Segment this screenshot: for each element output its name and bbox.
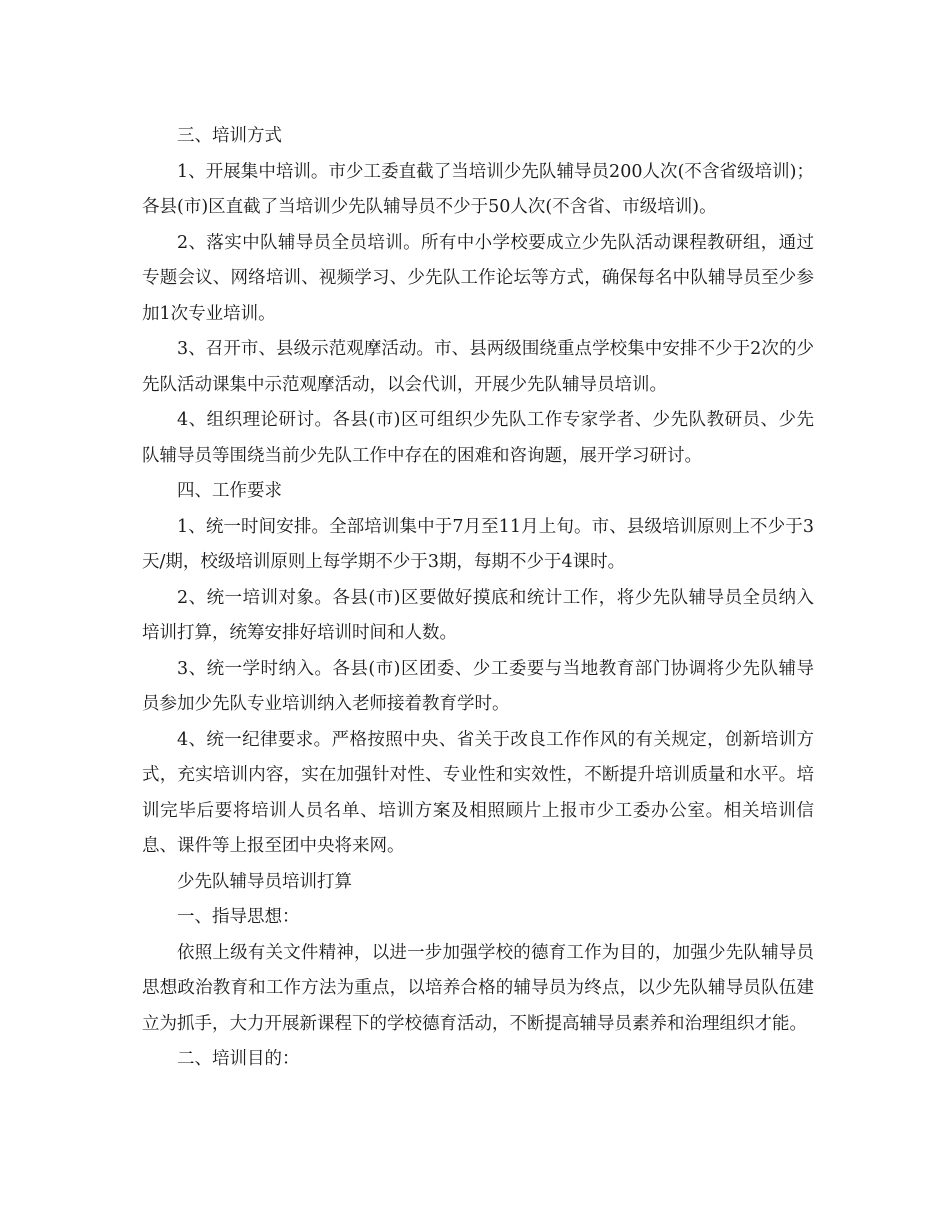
paragraph-centralized-training: 1、开展集中培训。市少工委直截了当培训少先队辅导员200人次(不含省级培训)；各县(市)区直截了当培训少先队辅导员不少于50人次(不含省、市级培训)。: [142, 161, 814, 217]
section-heading-guiding-ideology: 一、指导思想：: [177, 907, 300, 927]
section-heading-training-purpose: 二、培训目的：: [177, 1049, 300, 1069]
paragraph-demonstration-activities: 3、召开市、县级示范观摩活动。市、县两级围绕重点学校集中安排不少于2次的少先队活动课集中示范观摩活动，以会代训，开展少先队辅导员培训。: [142, 339, 814, 395]
paragraph-squadron-counselor-training: 2、落实中队辅导员全员培训。所有中小学校要成立少先队活动课程教研组，通过专题会议、网络培训、视频学习、少先队工作论坛等方式，确保每名中队辅导员至少参加1次专业培训。: [142, 232, 814, 324]
paragraph-unified-discipline: 4、统一纪律要求。严格按照中央、省关于改良工作作风的有关规定，创新培训方式，充实培训内容，实在加强针对性、专业性和实效性，不断提升培训质量和水平。培训完毕后要将培训人员名单、培训方案及相照顾片上报市少工委办公室。相关培训信息、课件等上报至团中央将来网。: [142, 729, 814, 856]
document-subtitle: 少先队辅导员培训打算: [177, 871, 352, 892]
section-heading-training-methods: 三、培训方式: [177, 126, 282, 146]
paragraph-theory-seminar: 4、组织理论研讨。各县(市)区可组织少先队工作专家学者、少先队教研员、少先队辅导员等围绕当前少先队工作中存在的困难和咨询题，展开学习研讨。: [142, 410, 814, 466]
paragraph-guiding-ideology: 依照上级有关文件精神，以进一步加强学校的德育工作为目的，加强少先队辅导员思想政治教育和工作方法为重点，以培养合格的辅导员为终点，以少先队辅导员队伍建立为抓手，大力开展新课程下的学校德育活动，不断提高辅导员素养和治理组织才能。: [142, 942, 814, 1034]
paragraph-unified-target: 2、统一培训对象。各县(市)区要做好摸底和统计工作，将少先队辅导员全员纳入培训打算，统筹安排好培训时间和人数。: [142, 587, 814, 643]
paragraph-unified-schedule: 1、统一时间安排。全部培训集中于7月至11月上旬。市、县级培训原则上不少于3天/期，校级培训原则上每学期不少于3期，每期不少于4课时。: [142, 516, 814, 572]
paragraph-unified-credit-hours: 3、统一学时纳入。各县(市)区团委、少工委要与当地教育部门协调将少先队辅导员参加少先队专业培训纳入老师接着教育学时。: [142, 658, 814, 714]
section-heading-work-requirements: 四、工作要求: [177, 481, 282, 501]
document-body: [142, 119, 814, 1078]
